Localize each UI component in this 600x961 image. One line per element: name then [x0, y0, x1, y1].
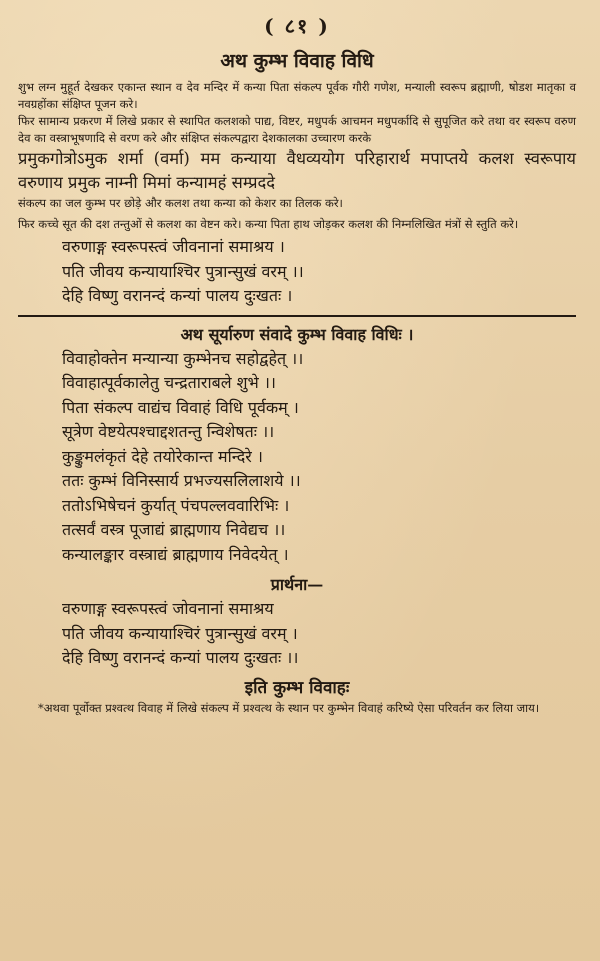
verse-line: ततः कुम्भं विनिस्सार्य प्रभज्यसलिलाशये ।। [62, 471, 301, 490]
verse-list-prayer [18, 597, 576, 671]
verse-line: सूत्रेण वेष्टयेत्पश्चाद्दशतन्तु न्विशेषतः ।। [62, 422, 275, 441]
verse-line: तत्सर्वं वस्त्र पूजाद्यं ब्राह्मणाय निवेद्यच ।। [62, 520, 286, 539]
prose-paragraph-3: संकल्प का जल कुम्भ पर छोड़े और कलश तथा कन्या को केशर का तिलक करे। [18, 196, 343, 210]
sankalpa-text: प्रमुकगोत्रोऽमुक शर्मा (वर्मा) मम कन्याया वैधव्ययोग परिहारार्थ मपाप्तये कलश स्वरूपाय वरुणाय प्रमुक नाम्नी मिमां कन्यामहं सम्प्रददे [18, 149, 576, 192]
closing-line: इति कुम्भ विवाहः [244, 677, 350, 698]
verse-line: पिता संकल्प वाद्यंच विवाहं विधि पूर्वकम् । [62, 397, 299, 417]
verse-list-second [18, 347, 576, 568]
page-number: ( ८१ ) [264, 14, 330, 38]
section-divider [18, 315, 576, 317]
verse-line: वरुणाङ्ग स्वरूपस्त्वं जीवनानां समाश्रय । [62, 237, 285, 256]
footnote: *अथवा पूर्वोक्त प्रश्वत्थ विवाह में लिखे संकल्प में प्रश्वत्थ के स्थान पर कुम्भेन विवाहं करिष्ये ऐसा परिवर्तन कर लिया जाय। [38, 700, 540, 715]
second-heading: अथ सूर्यारुण संवादे कुम्भ विवाह विधिः । [180, 324, 414, 344]
verse-line: वरुणाङ्ग स्वरूपस्त्वं जोवनानां समाश्रय [62, 599, 274, 618]
verse-line: देहि विष्णु वरानन्दं कन्यां पालय दुःखतः । [62, 286, 293, 305]
verse-line: विवाहोक्तेन मन्यान्या कुम्भेनच सहोद्वहेत् ।। [62, 348, 304, 368]
verse-line: ततोऽभिषेचनं कुर्यात् पंचपल्लववारिभिः । [62, 495, 290, 515]
verse-list-first [18, 235, 576, 309]
prose-paragraph-1: शुभ लग्न मुहूर्त देखकर एकान्त स्थान व देव मन्दिर में कन्या पिता संकल्प पूर्वक गौरी गणेश, मन्याली स्वरूप ब्रह्माणी, षोडश मातृका व नवग्रहोंका संक्षिप्त पूजन करे। [18, 80, 576, 111]
verse-line: पति जीवय कन्यायाश्चिरं पुत्रान्सुखं वरम् । [62, 623, 298, 643]
section-heading: अथ कुम्भ विवाह विधि [220, 50, 374, 72]
prose-paragraph-2: फिर सामान्य प्रकरण में लिखे प्रकार से स्थापित कलशको पाद्य, विष्टर, मधुपर्क आचमन मधुपर्कादि से सुपूजित करे तथा वर स्वरूप वरुण देव का वस्त्राभूषणादि से वरण करे और संक्षिप्त संकल्पद्वारा देशकालका उच्चारण करके [18, 114, 576, 145]
verse-line: देहि विष्णु वरानन्दं कन्यां पालय दुःखतः ।। [62, 648, 299, 667]
verse-line: कन्यालङ्कार वस्त्राद्यं ब्राह्मणाय निवेदयेत् । [62, 544, 289, 564]
prayer-heading: प्रार्थना— [270, 575, 324, 594]
verse-line: कुङ्कुमलंकृतं देहे तयोरेकान्त मन्दिरे । [62, 446, 263, 466]
verse-line: पति जीवय कन्यायाश्चिर पुत्रान्सुखं वरम् ।। [62, 261, 304, 281]
verse-line: विवाहात्पूर्वकालेतु चन्द्रताराबले शुभे ।। [62, 373, 276, 392]
prose-paragraph-4: फिर कच्चे सूत की दश तन्तुओं से कलश का वेष्टन करे। कन्या पिता हाथ जोड़कर कलश की निम्नलिखित मंत्रों से स्तुति करे। [18, 217, 519, 231]
